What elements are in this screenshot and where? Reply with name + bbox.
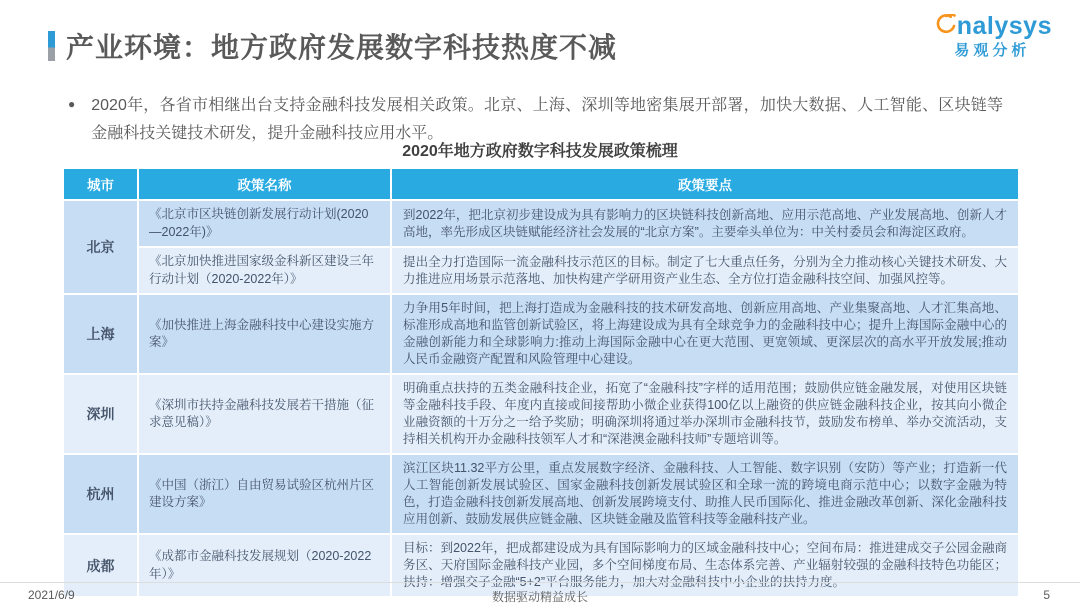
policy-points-cell: 目标：到2022年，把成都建设成为具有国际影响力的区域金融科技中心；空间布局：推进建成交子公园金融商务区、天府国际金融科技产业园，多个空间梯度布局、生态体系完善、产业辐射较强的金融科技特色功能区；扶持：增强交子金融“5+2”平台服务能力，加大对金融科技中小企业的扶持力度。	[391, 534, 1019, 597]
policy-points-cell: 到2022年，把北京初步建设成为具有影响力的区块链科技创新高地、应用示范高地、产业发展高地、创新人才高地，率先形成区块链赋能经济社会发展的“北京方案”。主要牵头单位为：中关村委员会和海淀区政府。	[391, 200, 1019, 247]
footer-slogan: 数据驱动精益成长	[491, 590, 588, 604]
policy-points-cell: 滨江区块11.32平方公里，重点发展数字经济、金融科技、人工智能、数字识别（安防）等产业；打造新一代人工智能创新发展试验区、国家金融科技创新发展试验区和全球一流的跨境电商示范中心；以数字金融为特色，打造金融科技创新发展高地、创新发展跨境支付、助推人民币国际化、推进金融改革创新、深化金融科技应用创新、鼓励发展供应链金融、区块链金融及监管科技等金融科技产业。	[391, 454, 1019, 534]
table-header-row	[63, 168, 1019, 200]
page-title: 产业环境：地方政府发展数字科技热度不减	[66, 32, 618, 63]
footer-page-number: 5	[1043, 588, 1050, 602]
table-row-shanghai	[63, 294, 1019, 374]
title-accent-bar	[48, 31, 55, 61]
policy-name-cell: 《北京市区块链创新发展行动计划(2020—2022年)》	[138, 200, 391, 247]
policy-name-cell: 《加快推进上海金融科技中心建设实施方案》	[138, 294, 391, 374]
policy-points-cell: 力争用5年时间，把上海打造成为金融科技的技术研发高地、创新应用高地、产业集聚高地、人才汇集高地、标准形成高地和监管创新试验区，将上海建设成为具有全球竞争力的金融科技中心；提升上海国际金融中心的金融创新能力和全球影响力:推动上海国际金融中心在更大范围、更宽领域、更深层次的高水平开放发展;推动人民币金融资产配置和风险管理中心建设。	[391, 294, 1019, 374]
table-row-beijing-2	[63, 247, 1019, 294]
city-cell-shenzhen: 深圳	[63, 374, 138, 454]
policy-points-cell: 明确重点扶持的五类金融科技企业，拓宽了“金融科技”字样的适用范围；鼓励供应链金融发展，对使用区块链等金融科技手段、年度内直接或间接帮助小微企业获得100亿以上融资的供应链金融科技企业，按其向小微企业融资额的十万分之一给予奖励；明确深圳将通过举办深圳市金融科技节，鼓励发布榜单、举办交流活动，支持相关机构开办金融科技领军人才和“深港澳金融科技师”专题培训等。	[391, 374, 1019, 454]
footer-date: 2021/6/9	[28, 588, 75, 602]
bullet-icon: ●	[68, 97, 76, 111]
city-cell-hangzhou: 杭州	[63, 454, 138, 534]
page-header	[48, 26, 617, 66]
policy-name-cell: 《成都市金融科技发展规划（2020-2022年）》	[138, 534, 391, 597]
bullet-text: 2020年，各省市相继出台支持金融科技发展相关政策。北京、上海、深圳等地密集展开部署，加快大数据、人工智能、区块链等金融科技关键技术研发，提升金融科技应用水平。	[91, 97, 1003, 142]
analysys-logo	[933, 12, 1052, 59]
header-policy-points: 政策要点	[391, 168, 1019, 200]
policy-table	[62, 167, 1020, 598]
footer	[0, 582, 1080, 608]
header-policy-name: 政策名称	[138, 168, 391, 200]
table-row-beijing-1	[63, 200, 1019, 247]
policy-name-cell: 《深圳市扶持金融科技发展若干措施（征求意见稿）》	[138, 374, 391, 454]
policy-name-cell: 《中国（浙江）自由贸易试验区杭州片区建设方案》	[138, 454, 391, 534]
city-cell-beijing: 北京	[63, 200, 138, 294]
table-row-hangzhou	[63, 454, 1019, 534]
header-city: 城市	[63, 168, 138, 200]
table-title: 2020年地方政府数字科技发展政策梳理	[402, 143, 678, 160]
city-cell-chengdu: 成都	[63, 534, 138, 597]
policy-points-cell: 提出全力打造国际一流金融科技示范区的目标。制定了七大重点任务，分别为全力推动核心关键技术研发、大力推进应用场景示范落地、加快构建产学研用资产业生态、全方位打造金融科技空间、加强风控等。	[391, 247, 1019, 294]
city-cell-shanghai: 上海	[63, 294, 138, 374]
logo-text-cn: 易观分析	[954, 41, 1031, 59]
logo-wordmark	[933, 12, 1052, 41]
logo-swirl-icon	[933, 12, 957, 40]
logo-text-en: nalysys	[956, 12, 1052, 40]
policy-name-cell: 《北京加快推进国家级金科新区建设三年行动计划（2020-2022年）》	[138, 247, 391, 294]
table-row-shenzhen	[63, 374, 1019, 454]
